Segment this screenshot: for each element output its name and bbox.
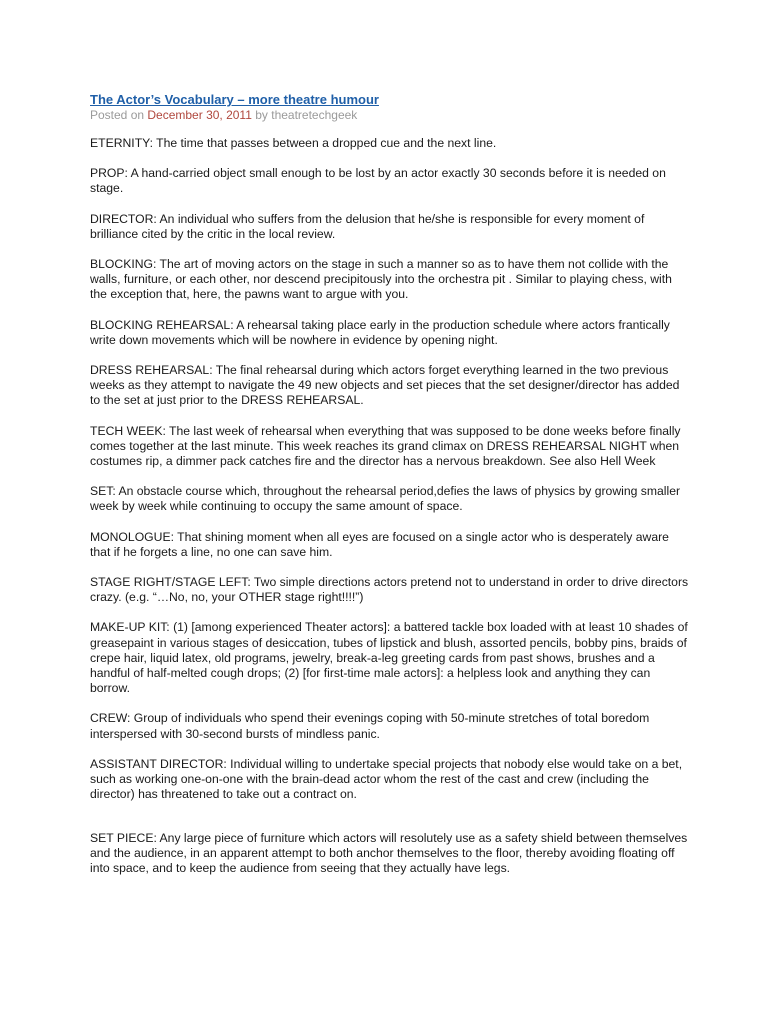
posted-on-label: Posted on	[90, 108, 148, 122]
post-meta	[90, 108, 690, 123]
entry-set-piece: SET PIECE: Any large piece of furniture which actors will resolutely use as a safety shield between themselves and the audience, in an apparent attempt to both anchor themselves to the floor, thereby avoiding floating off into space, and to keep the audience from seeing that they actually have legs.	[90, 830, 688, 875]
entry-make-up-kit: MAKE-UP KIT: (1) [among experienced Theater actors]: a battered tackle box loaded with at least 10 shades of greasepaint in various stages of desiccation, tubes of lipstick and blush, assorted pencils, bobby pins, braids of crepe hair, liquid latex, old programs, jewelry, break-a-leg greeting cards from past shows, brushes and a handful of half-melted cough drops; (2) [for first-time male actors]: a helpless look and anything they can borrow.	[90, 620, 688, 696]
entry-crew: CREW: Group of individuals who spend their evenings coping with 50-minute stretches of total boredom interspersed with 30-second bursts of mindless panic.	[90, 711, 650, 741]
entry-director: DIRECTOR: An individual who suffers from the delusion that he/she is responsible for every moment of brilliance cited by the critic in the local review.	[90, 211, 645, 241]
entry-tech-week: TECH WEEK: The last week of rehearsal when everything that was supposed to be done weeks before finally comes together at the last minute. This week reaches its grand climax on DRESS REHEARSAL NIGHT when costumes rip, a dimmer pack catches fire and the director has a nervous breakdown. See also Hell Week	[90, 423, 681, 469]
post-date-link[interactable]: December 30, 2011	[147, 108, 252, 122]
post-title	[90, 92, 690, 108]
entry-assistant-director: ASSISTANT DIRECTOR: Individual willing to undertake special projects that nobody else would take on a bet, such as working one-on-one with the brain-dead actor whom the rest of the cast and crew (including the director) has threatened to take out a contract on.	[90, 756, 683, 802]
entry-eternity: ETERNITY: The time that passes between a dropped cue and the next line.	[90, 136, 497, 150]
entry-stage-right-left: STAGE RIGHT/STAGE LEFT: Two simple directions actors pretend not to understand in order to drive directors crazy. (e.g. “…No, no, your OTHER stage right!!!!”)	[90, 575, 689, 605]
entry-set: SET: An obstacle course which, throughout the rehearsal period,defies the laws of physics by growing smaller week by week while continuing to occupy the same amount of space.	[90, 484, 681, 514]
entry-prop: PROP: A hand-carried object small enough to be lost by an actor exactly 30 seconds before it is needed on stage.	[90, 166, 666, 196]
entry-dress-rehearsal: DRESS REHEARSAL: The final rehearsal during which actors forget everything learned in the two previous weeks as they attempt to navigate the 49 new objects and set pieces that the set designer/director has added to the set at just prior to the DRESS REHEARSAL.	[90, 363, 680, 408]
entry-blocking: BLOCKING: The art of moving actors on the stage in such a manner so as to have them not collide with the walls, furniture, or each other, nor descend precipitously into the orchestra pit . Similar to playing chess, with the exception that, here, the pawns want to argue with you.	[90, 257, 672, 302]
by-label: by	[251, 108, 272, 122]
entry-monologue: MONOLOGUE: That shining moment when all eyes are focused on a single actor who is desperately aware that if he forgets a line, no one can save him.	[90, 529, 669, 559]
post-author-link[interactable]: theatretechgeek	[271, 108, 358, 122]
blog-post	[90, 92, 690, 891]
entry-blocking-rehearsal: BLOCKING REHEARSAL: A rehearsal taking place early in the production schedule where actors frantically write down movements which will be nowhere in evidence by opening night.	[90, 317, 670, 347]
post-body	[90, 136, 690, 876]
post-title-link[interactable]: The Actor’s Vocabulary – more theatre humour	[90, 92, 379, 107]
